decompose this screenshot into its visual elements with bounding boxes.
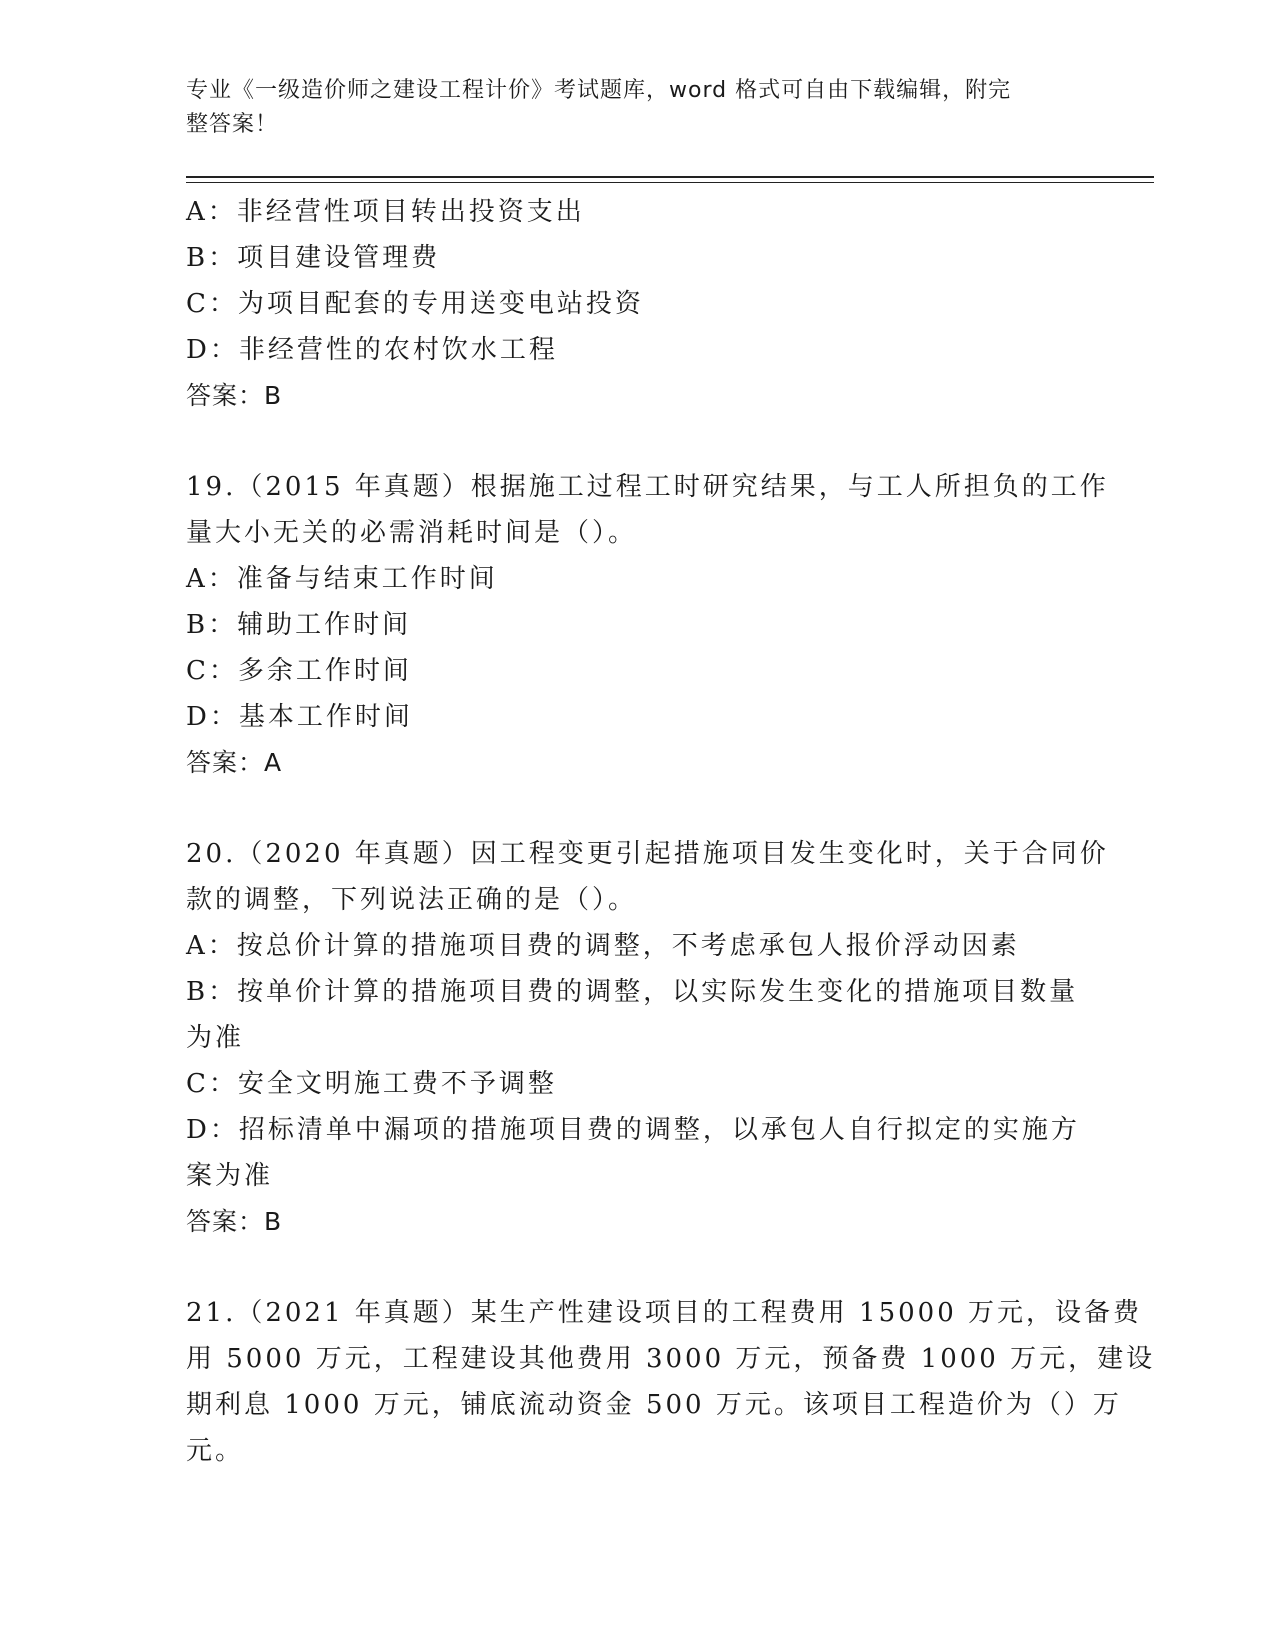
answer-line: 答案：B: [186, 381, 283, 410]
answer-line: 答案：B: [186, 1207, 283, 1236]
question-stem-line: 期利息 1000 万元，铺底流动资金 500 万元。该项目工程造价为（）万: [186, 1390, 1122, 1420]
option-a: A：按总价计算的措施项目费的调整，不考虑承包人报价浮动因素: [186, 931, 1020, 961]
question-18-block: [186, 189, 1086, 419]
option-c: C：多余工作时间: [186, 656, 412, 686]
answer-line: 答案：A: [186, 748, 283, 777]
question-stem-line: 元。: [186, 1436, 245, 1466]
question-stem-line: 21.（2021 年真题）某生产性建设项目的工程费用 15000 万元，设备费: [186, 1298, 1143, 1328]
option-d: D：招标清单中漏项的措施项目费的调整，以承包人自行拟定的实施方: [186, 1115, 1080, 1145]
header-rule-thick: [186, 176, 1154, 178]
option-a: A：准备与结束工作时间: [186, 564, 498, 594]
option-a: A：非经营性项目转出投资支出: [186, 197, 585, 227]
option-c: C：为项目配套的专用送变电站投资: [186, 289, 644, 319]
question-20-block: [186, 831, 1109, 1245]
question-list: [186, 189, 1156, 1474]
option-d-continued: 案为准: [186, 1161, 274, 1191]
question-stem-line: 款的调整，下列说法正确的是（）。: [186, 885, 638, 915]
option-b: B：辅助工作时间: [186, 610, 412, 640]
header-line-2: 整答案！: [186, 112, 279, 137]
option-b-continued: 为准: [186, 1023, 245, 1053]
header-rule-thin: [186, 182, 1154, 183]
question-stem-line: 20.（2020 年真题）因工程变更引起措施项目发生变化时，关于合同价: [186, 839, 1109, 869]
option-c: C：安全文明施工费不予调整: [186, 1069, 557, 1099]
page-header: [186, 74, 1086, 142]
option-b: B：按单价计算的措施项目费的调整，以实际发生变化的措施项目数量: [186, 977, 1079, 1007]
header-line-1: 专业《一级造价师之建设工程计价》考试题库，word 格式可自由下载编辑，附完: [186, 78, 1012, 103]
option-d: D：非经营性的农村饮水工程: [186, 335, 558, 365]
option-d: D：基本工作时间: [186, 702, 413, 732]
question-stem-line: 量大小无关的必需消耗时间是（）。: [186, 518, 638, 548]
option-b: B：项目建设管理费: [186, 243, 441, 273]
question-stem-line: 用 5000 万元，工程建设其他费用 3000 万元，预备费 1000 万元，建设: [186, 1344, 1156, 1374]
question-19-block: [186, 464, 1109, 786]
question-21-block: [186, 1290, 1156, 1474]
question-stem-line: 19.（2015 年真题）根据施工过程工时研究结果，与工人所担负的工作: [186, 472, 1109, 502]
